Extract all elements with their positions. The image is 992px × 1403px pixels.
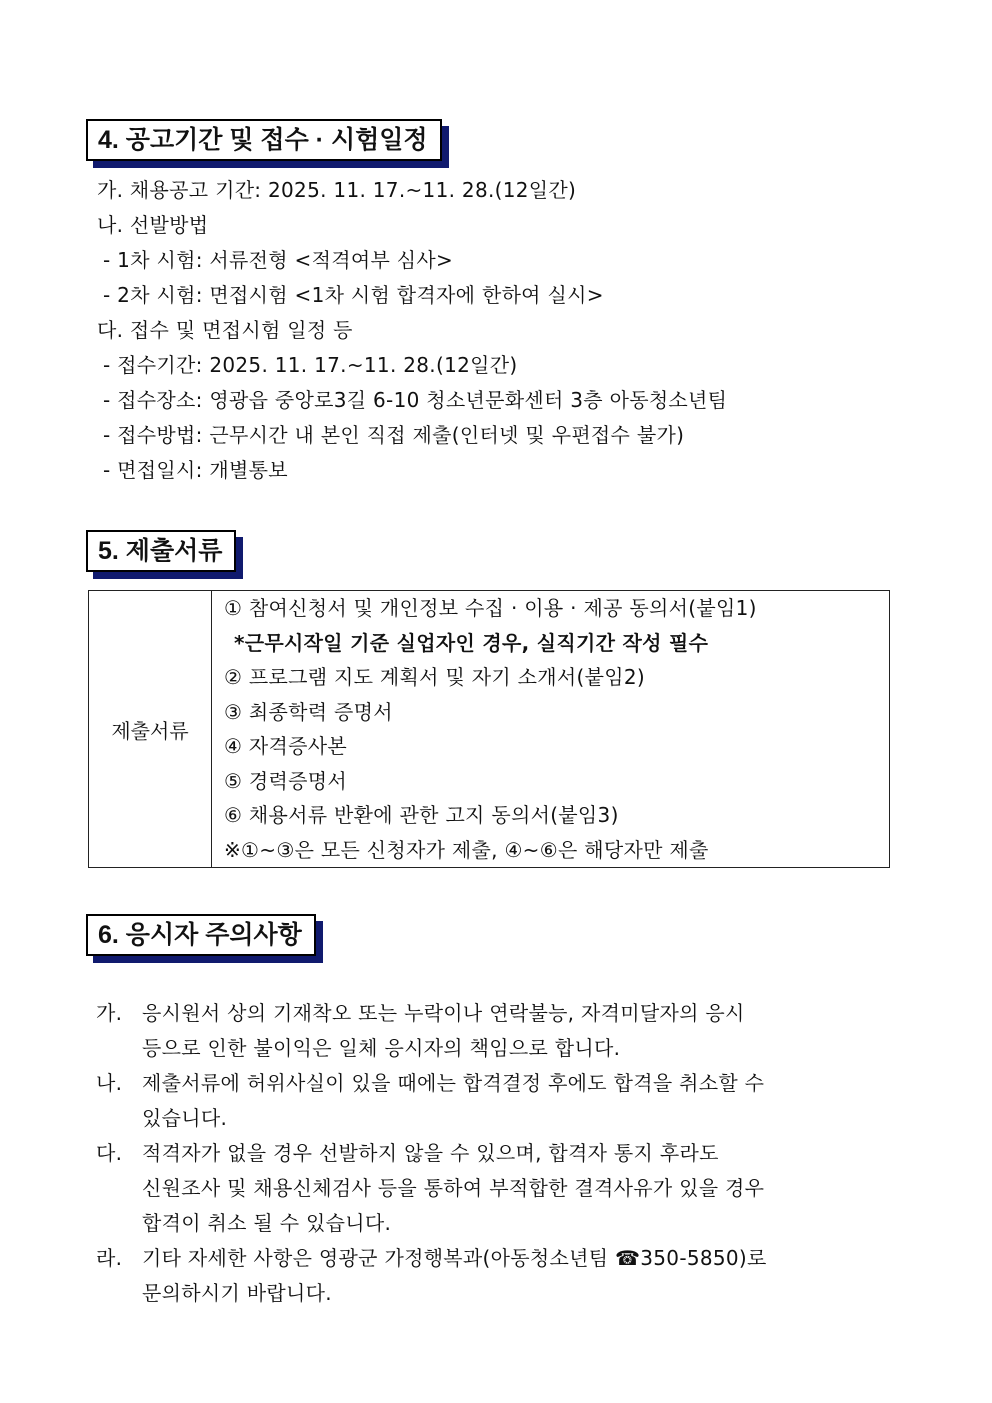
document-item: ⑥ 채용서류 반환에 관한 고지 동의서(붙임3) [224,803,619,827]
section4-line: 다. 접수 및 면접시험 일정 등 [97,318,353,342]
section4-line: - 1차 시험: 서류전형 <적격여부 심사> [103,248,454,272]
document-footnote: ※①~③은 모든 신청자가 제출, ④~⑥은 해당자만 제출 [224,837,709,862]
section6-heading: 6. 응시자 주의사항 [86,914,316,956]
section4-line: - 2차 시험: 면접시험 <1차 시험 합격자에 한하여 실시> [103,283,604,307]
notice-text: 응시원서 상의 기재착오 또는 누락이나 연락불능, 자격미달자의 응시 [142,1001,745,1025]
notice-item [96,1241,906,1311]
section4-line: 나. 선발방법 [97,213,209,237]
notice-text: 등으로 인한 불이익은 일체 응시자의 책임으로 합니다. [142,1036,621,1060]
notice-text: 신원조사 및 채용신체검사 등을 통하여 부적합한 결격사유가 있을 경우 [142,1176,765,1200]
section4-line: - 면접일시: 개별통보 [103,458,288,482]
document-note: *근무시작일 기준 실업자인 경우, 실직기간 작성 필수 [234,630,709,655]
section4-heading: 4. 공고기간 및 접수 · 시험일정 [86,119,442,161]
notice-item [96,996,906,1066]
section4-line: - 접수방법: 근무시간 내 본인 직접 제출(인터넷 및 우편접수 불가) [103,423,685,447]
section4-line: - 접수기간: 2025. 11. 17.~11. 28.(12일간) [103,353,518,377]
notice-marker: 가. [96,1001,123,1025]
notice-marker: 다. [96,1141,123,1165]
notice-text: 문의하시기 바랍니다. [142,1281,332,1305]
document-item: ② 프로그램 지도 계획서 및 자기 소개서(붙임2) [224,665,645,689]
document-item: ① 참여신청서 및 개인정보 수집 · 이용 · 제공 동의서(붙임1) [224,596,757,620]
notice-marker: 나. [96,1071,123,1095]
section4-line: - 접수장소: 영광읍 중앙로3길 6-10 청소년문화센터 3층 아동청소년팀 [103,388,728,412]
section4-line: 가. 채용공고 기간: 2025. 11. 17.~11. 28.(12일간) [97,178,577,202]
notice-text: 기타 자세한 사항은 영광군 가정행복과(아동청소년팀 ☎350-5850)로 [142,1246,767,1270]
notice-text: 합격이 취소 될 수 있습니다. [142,1211,392,1235]
notice-text: 적격자가 없을 경우 선발하지 않을 수 있으며, 합격자 통지 후라도 [142,1141,719,1165]
table-label: 제출서류 [89,591,212,868]
document-item: ⑤ 경력증명서 [224,768,347,793]
table-items-cell [212,591,890,868]
notice-marker: 라. [96,1246,123,1270]
section5-heading: 5. 제출서류 [86,530,236,572]
document-item: ④ 자격증사본 [224,734,347,758]
notice-item [96,1136,906,1241]
document-item: ③ 최종학력 증명서 [224,699,393,724]
notice-text: 있습니다. [142,1106,228,1130]
notice-text: 제출서류에 허위사실이 있을 때에는 합격결정 후에도 합격을 취소할 수 [142,1071,765,1095]
documents-table [88,590,890,868]
notice-item [96,1066,906,1136]
